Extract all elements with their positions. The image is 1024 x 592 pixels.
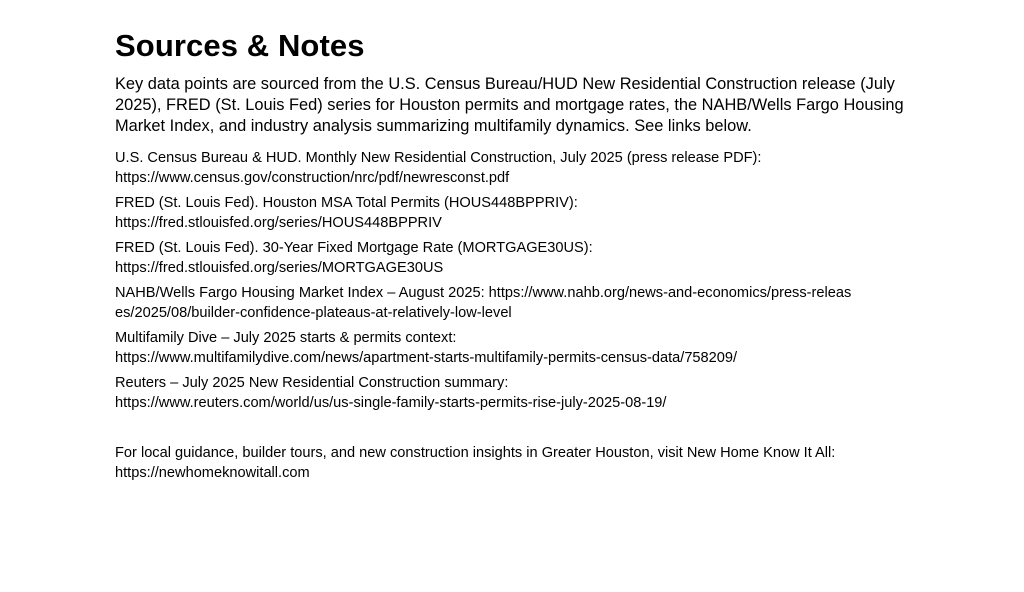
footer-text: For local guidance, builder tours, and new construction insights in Greater Houston, visit New Home Know It All: — [115, 445, 836, 461]
intro-paragraph: Key data points are sourced from the U.S. Census Bureau/HUD New Residential Construction release (July 2025), FRED (St. Louis Fed) series for Houston permits and mortgage rates, the NAHB/Wells Fargo Housing Market Index, and industry analysis summarizing multifamily dynamics. See links below. — [115, 75, 904, 135]
reference-text: U.S. Census Bureau & HUD. Monthly New Residential Construction, July 2025 (press release PDF): — [115, 150, 762, 166]
reference-link[interactable]: https://fred.stlouisfed.org/series/HOUS448BPPRIV — [115, 215, 442, 231]
reference-link[interactable]: https://fred.stlouisfed.org/series/MORTGAGE30US — [115, 260, 444, 276]
document-page — [115, 26, 915, 483]
reference-text: FRED (St. Louis Fed). 30-Year Fixed Mortgage Rate (MORTGAGE30US): — [115, 240, 593, 256]
reference-text: Multifamily Dive – July 2025 starts & permits context: — [115, 330, 457, 346]
reference-fred-mortgage — [115, 238, 915, 278]
reference-text: Reuters – July 2025 New Residential Construction summary: — [115, 375, 509, 391]
reference-reuters — [115, 373, 915, 413]
reference-multifamily-dive — [115, 328, 915, 368]
reference-nahb — [115, 283, 915, 323]
reference-fred-permits — [115, 193, 915, 233]
reference-text-with-link[interactable]: NAHB/Wells Fargo Housing Market Index – August 2025: https://www.nahb.org/news-and-economics/press-releas — [115, 285, 852, 301]
reference-link-continued[interactable]: es/2025/08/builder-confidence-plateaus-at-relatively-low-level — [115, 305, 512, 321]
reference-link[interactable]: https://www.multifamilydive.com/news/apartment-starts-multifamily-permits-census-data/758209/ — [115, 350, 738, 366]
footer-note — [115, 443, 915, 483]
reference-census — [115, 148, 915, 188]
page-title: Sources & Notes — [115, 28, 365, 63]
reference-link[interactable]: https://www.reuters.com/world/us/us-single-family-starts-permits-rise-july-2025-08-19/ — [115, 395, 667, 411]
footer-link[interactable]: https://newhomeknowitall.com — [115, 465, 310, 481]
reference-list — [115, 148, 915, 413]
reference-text: FRED (St. Louis Fed). Houston MSA Total Permits (HOUS448BPPRIV): — [115, 195, 578, 211]
reference-link[interactable]: https://www.census.gov/construction/nrc/pdf/newresconst.pdf — [115, 170, 510, 186]
